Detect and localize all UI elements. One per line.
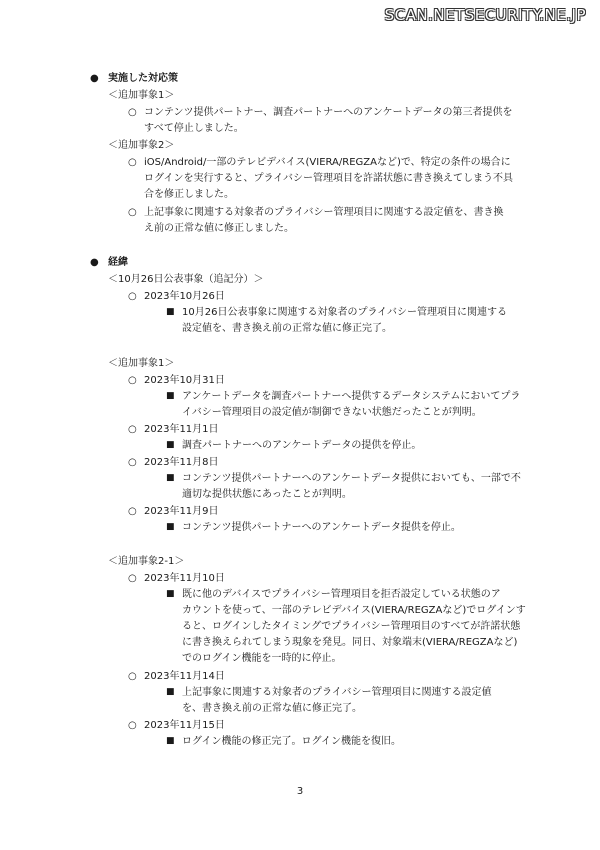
subsection-heading: ＜追加事象1＞ — [108, 90, 175, 101]
square-bullet: ■ — [166, 473, 175, 483]
event-item-cont: カウントを使って、一部のテレビデバイス(VIERA/REGZAなど)でログインす — [182, 605, 526, 616]
date-item: ○ 2023年10月26日 — [128, 291, 225, 302]
event-item-cont: イバシー管理項目の設定値が制御できない状態だったことが判明。 — [182, 407, 482, 418]
list-item: ○ 上記事象に関連する対象者のプライバシー管理項目に関連する設定値を、書き換 — [128, 207, 504, 218]
section-bullet: ● — [90, 73, 99, 84]
event-item: ■ コンテンツ提供パートナーへのアンケートデータ提供においても、一部で不 — [166, 473, 521, 484]
list-item-cont: 合を修正しました。 — [144, 189, 234, 200]
event-item: ■ コンテンツ提供パートナーへのアンケートデータ提供を停止。 — [166, 522, 461, 533]
event-item-cont: 適切な提供状態にあったことが判明。 — [182, 489, 352, 500]
event-item-cont: でのログイン機能を一時的に停止。 — [182, 653, 342, 664]
list-item-cont: え前の正常な値に修正しました。 — [144, 223, 294, 234]
square-bullet: ■ — [166, 522, 175, 532]
date-item: ○ 2023年11月10日 — [128, 573, 225, 584]
subsection-heading: ＜追加事象2＞ — [108, 140, 175, 151]
subsection-heading: ＜追加事象1＞ — [108, 358, 175, 369]
circle-bullet: ○ — [128, 207, 137, 218]
circle-bullet: ○ — [128, 506, 137, 517]
page-number: 3 — [296, 786, 304, 797]
list-item-cont: すべて停止しました。 — [144, 123, 244, 134]
section-bullet: ● — [90, 257, 99, 268]
event-item: ■ 上記事象に関連する対象者のプライバシー管理項目に関連する設定値 — [166, 687, 492, 698]
list-item-cont: ログインを実行すると、プライバシー管理項目を許諾状態に書き換えてしまう不具 — [144, 173, 513, 184]
circle-bullet: ○ — [128, 375, 137, 386]
event-item-cont: 設定値を、書き換え前の正常な値に修正完了。 — [182, 323, 392, 334]
section-heading: ● 実施した対応策 — [90, 73, 178, 84]
subsection-heading: ＜10月26日公表事象（追記分）＞ — [108, 274, 264, 285]
subsection-heading: ＜追加事象2-1＞ — [108, 556, 185, 567]
event-item: ■ ログイン機能の修正完了。ログイン機能を復旧。 — [166, 736, 401, 747]
event-item: ■ 調査パートナーへのアンケートデータの提供を停止。 — [166, 440, 422, 451]
circle-bullet: ○ — [128, 573, 137, 584]
event-item-cont: を、書き換え前の正常な値に修正完了。 — [182, 703, 362, 714]
event-item: ■ 既に他のデバイスでプライバシー管理項目を拒否設定している状態のア — [166, 589, 501, 600]
date-item: ○ 2023年11月14日 — [128, 671, 225, 682]
list-item: ○ iOS/Android/一部のテレビデバイス(VIERA/REGZAなど)で、特定の条件の場合に — [128, 157, 511, 168]
section-heading: ● 経緯 — [90, 257, 128, 268]
event-item-cont: に書き換えられてしまう現象を発見。同日、対象端末(VIERA/REGZAなど) — [182, 637, 518, 648]
circle-bullet: ○ — [128, 424, 137, 435]
circle-bullet: ○ — [128, 291, 137, 302]
list-item: ○ コンテンツ提供パートナー、調査パートナーへのアンケートデータの第三者提供を — [128, 107, 513, 118]
date-item: ○ 2023年11月1日 — [128, 424, 219, 435]
date-item: ○ 2023年11月9日 — [128, 506, 219, 517]
circle-bullet: ○ — [128, 107, 137, 118]
circle-bullet: ○ — [128, 457, 137, 468]
square-bullet: ■ — [166, 589, 175, 599]
event-item-cont: ると、ログインしたタイミングでプライバシー管理項目のすべてが許諾状態 — [182, 621, 521, 632]
event-item: ■ 10月26日公表事象に関連する対象者のプライバシー管理項目に関連する — [166, 307, 507, 318]
event-item: ■ アンケートデータを調査パートナーへ提供するデータシステムにおいてプラ — [166, 391, 521, 402]
circle-bullet: ○ — [128, 671, 137, 682]
circle-bullet: ○ — [128, 157, 137, 168]
date-item: ○ 2023年10月31日 — [128, 375, 225, 386]
date-item: ○ 2023年11月8日 — [128, 457, 219, 468]
square-bullet: ■ — [166, 736, 175, 746]
circle-bullet: ○ — [128, 720, 137, 731]
square-bullet: ■ — [166, 307, 175, 317]
square-bullet: ■ — [166, 391, 175, 401]
square-bullet: ■ — [166, 440, 175, 450]
watermark: SCAN.NETSECURITY.NE.JP — [384, 6, 586, 24]
date-item: ○ 2023年11月15日 — [128, 720, 225, 731]
square-bullet: ■ — [166, 687, 175, 697]
